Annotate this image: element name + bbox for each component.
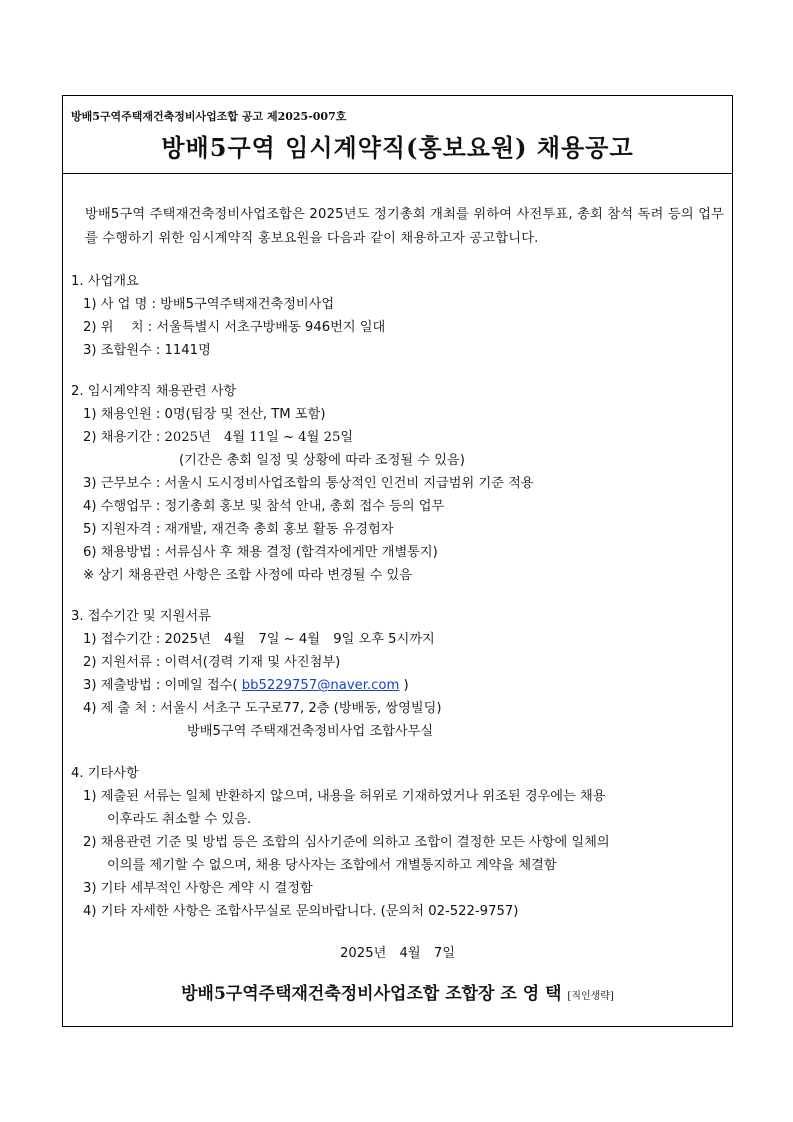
section3-item: 4) 제 출 처 : 서울시 서초구 도구로77, 2층 (방배동, 쌍영빌딩)	[83, 701, 442, 716]
section3-heading: 3. 접수기간 및 지원서류	[71, 609, 211, 624]
page-title: 방배5구역 임시계약직(홍보요원) 채용공고	[161, 133, 634, 162]
period-value: 2025년 4월 11일 ~ 4월 25일	[164, 430, 354, 445]
section2-item: 4) 수행업무 : 정기총회 홍보 및 참석 안내, 총회 접수 등의 업무	[83, 499, 445, 514]
section4-item-cont: 이후라도 취소할 수 있음.	[107, 812, 252, 827]
notice-frame	[62, 95, 733, 1027]
signature	[63, 985, 732, 1006]
section2-item: 1) 채용인원 : 0명(팀장 및 전산, TM 포함)	[83, 407, 326, 422]
section1-item: 3) 조합원수 : 1141명	[83, 343, 211, 358]
email-link[interactable]: bb5229757@naver.com	[241, 678, 400, 693]
section1-item: 1) 사 업 명 : 방배5구역주택재건축정비사업	[83, 297, 335, 312]
section4-item-cont: 이의를 제기할 수 없으며, 채용 당사자는 조합에서 개별통지하고 계약을 체결함	[107, 858, 557, 873]
seal-omitted: [직인생략]	[567, 991, 614, 1002]
section4-item: 3) 기타 세부적인 사항은 계약 시 결정함	[83, 881, 313, 896]
section4-item: 2) 채용관련 기준 및 방법 등은 조합의 심사기준에 의하고 조합이 결정한 모든 사항에 일체의	[83, 835, 610, 850]
section3-item: 2) 지원서류 : 이력서(경력 기재 및 사진첨부)	[83, 655, 341, 670]
period-note: (기간은 총회 일정 및 상황에 따라 조정될 수 있음)	[179, 453, 465, 468]
section2-heading: 2. 임시계약직 채용관련 사항	[71, 384, 237, 399]
section1-item: 2) 위 치 : 서울특별시 서초구방배동 946번지 일대	[83, 320, 386, 335]
submit-method-end: )	[399, 678, 409, 693]
section4-item: 1) 제출된 서류는 일체 반환하지 않으며, 내용을 허위로 기재하였거나 위조된 경우에는 채용	[83, 789, 606, 804]
signature-text: 방배5구역주택재건축정비사업조합 조합장 조 영 택	[181, 984, 562, 1004]
section3-item	[83, 677, 409, 695]
intro-paragraph: 방배5구역 주택재건축정비사업조합은 2025년도 정기총회 개최를 위하여 사전투표, 총회 참석 독려 등의 업무를 수행하기 위한 임시계약직 홍보요원을 다음과 같이 채용하고자 공고합니다.	[85, 207, 725, 246]
section2-item	[83, 429, 353, 447]
section4-item: 4) 기타 자세한 사항은 조합사무실로 문의바랍니다. (문의처 02-522-9757)	[83, 904, 519, 919]
notice-number: 방배5구역주택재건축정비사업조합 공고 제2025-007호	[71, 110, 347, 123]
section2-item: 5) 지원자격 : 재개발, 재건축 총회 홍보 활동 유경험자	[83, 522, 394, 537]
section1-heading: 1. 사업개요	[71, 274, 139, 289]
section2-note: ※ 상기 채용관련 사항은 조합 사정에 따라 변경될 수 있음	[83, 568, 413, 583]
section3-item: 1) 접수기간 : 2025년 4월 7일 ~ 4월 9일 오후 5시까지	[83, 632, 435, 647]
section2-item: 3) 근무보수 : 서울시 도시정비사업조합의 통상적인 인건비 지급범위 기준 적용	[83, 476, 534, 491]
office-name: 방배5구역 주택재건축정비사업 조합사무실	[187, 724, 434, 739]
submit-method-label: 3) 제출방법 : 이메일 접수(	[83, 678, 242, 693]
notice-header	[63, 96, 732, 174]
notice-date: 2025년 4월 7일	[340, 946, 455, 961]
section2-item: 6) 채용방법 : 서류심사 후 채용 결정 (합격자에게만 개별통지)	[83, 545, 438, 560]
period-label: 2) 채용기간 :	[83, 430, 165, 445]
section4-heading: 4. 기타사항	[71, 766, 139, 781]
